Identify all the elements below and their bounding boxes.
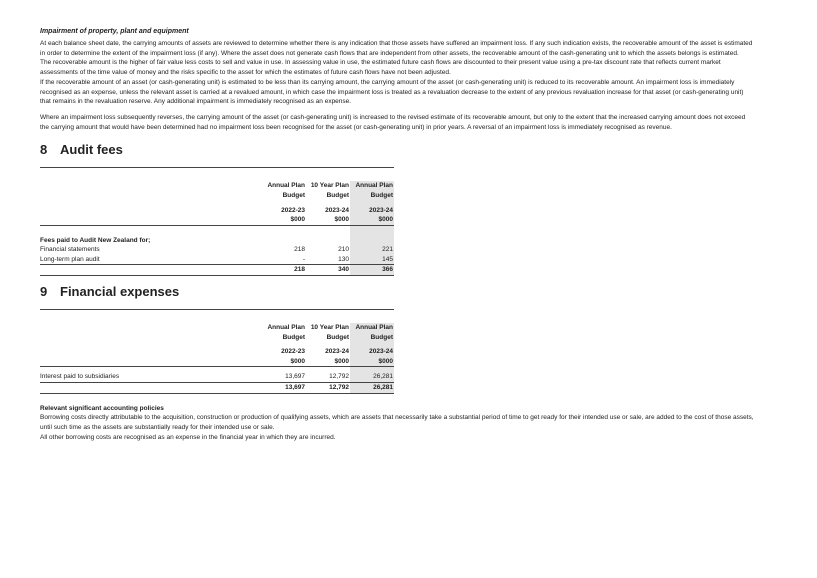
total-value: 366 [350, 265, 394, 275]
col-year: 2022-23 [281, 206, 305, 214]
group-label-text: Fees paid to Audit New Zealand for; [40, 236, 151, 244]
col-header: Budget [350, 191, 394, 201]
table-row [40, 255, 394, 266]
col-unit: $000 [290, 357, 305, 365]
col-unit: $000 [350, 215, 394, 225]
table-header-row-3 [40, 206, 394, 216]
impairment-section [40, 27, 756, 132]
audit-fees-table [40, 167, 394, 276]
cell-value: 12,792 [329, 373, 349, 381]
table-header-row-1 [40, 181, 394, 191]
financial-expenses-table [40, 309, 394, 394]
total-value: 13,697 [285, 384, 305, 392]
impairment-paragraph-4: Where an impairment loss subsequently reverses, the carrying amount of the asset (or cash-generating unit) is increased to the revised estimate of its recoverable amount, but only to the extent that the increased carrying amount does not exceed the carrying amount that would have been determined had no impairment loss been recognised for the asset (or cash-generating unit) in prior years. A reversal of an impairment loss is immediately recognised as revenue. [40, 113, 746, 131]
policies-paragraph-2: All other borrowing costs are recognised as an expense in the financial year in which they are incurred. [40, 433, 336, 441]
section-title-text: Audit fees [60, 142, 123, 158]
col-header: Annual Plan [267, 324, 305, 332]
col-unit: $000 [290, 216, 305, 224]
row-label: Financial statements [40, 246, 100, 254]
table-total-row [40, 265, 394, 276]
col-header: Annual Plan [350, 181, 394, 191]
col-year: 2023-24 [325, 348, 349, 356]
total-value: 340 [338, 266, 349, 274]
table-header-row-2 [40, 191, 394, 201]
cell-value: 145 [350, 255, 394, 265]
section-title-text: Financial expenses [60, 284, 180, 300]
cell-value: 26,281 [350, 372, 394, 382]
table-row [40, 372, 394, 383]
table-row [40, 245, 394, 255]
col-header: 10 Year Plan [310, 324, 349, 332]
table-header-row-3 [40, 347, 394, 357]
total-value: 26,281 [350, 383, 394, 393]
row-label: Interest paid to subsidiaries [40, 373, 120, 381]
table-total-row [40, 383, 394, 394]
col-unit: $000 [334, 216, 349, 224]
cell-value: 130 [338, 255, 349, 263]
col-header: Annual Plan [350, 323, 394, 333]
impairment-paragraph-1: At each balance sheet date, the carrying amounts of assets are reviewed to determine whether there is any indication that those assets have suffered an impairment loss. If any such indication exists, the recoverable amount of the asset is estimated in order to determine the extent of the impairment loss (if any). Where the asset does not generate cash flows that are independent from other assets, the recoverable amount of the cash-generating unit to which the assets belongs is estimated. [40, 40, 753, 57]
table-header-row-2 [40, 333, 394, 343]
impairment-paragraph-2: The recoverable amount is the higher of fair value less costs to sell and value in use. In assessing value in use, the estimated future cash flows are discounted to their present value using a pre-tax discount rate that reflects current market assessments of the time value of money and the risks specific to the asset for which the estimates of future cash flows have not been adjusted. [40, 59, 721, 77]
section-number: 8 [40, 142, 48, 158]
table-group-label [40, 236, 394, 246]
cell-value: - [302, 255, 305, 263]
cell-value: 218 [294, 246, 305, 254]
policies-heading: Relevant significant accounting policies [40, 404, 164, 412]
col-year: 2022-23 [281, 348, 305, 356]
total-value: 218 [294, 266, 305, 274]
impairment-heading: Impairment of property, plant and equipment [40, 28, 189, 35]
policies-paragraph-1: Borrowing costs directly attributable to the acquisition, construction or production of qualifying assets, which are assets that necessarily take a substantial period of time to get ready for their intended use or sale, are added to the cost of those assets, until such time as the assets are substantially ready for their intended use or sale. [40, 414, 754, 431]
col-header: Budget [326, 191, 349, 199]
table-header-row-4 [40, 357, 394, 368]
col-unit: $000 [350, 357, 394, 367]
cell-value: 210 [338, 246, 349, 254]
col-header: 10 Year Plan [310, 182, 349, 190]
col-year: 2023-24 [350, 347, 394, 357]
col-header: Budget [326, 333, 349, 341]
table-header-row-1 [40, 323, 394, 333]
row-label: Long-term plan audit [40, 255, 100, 263]
table-header-row-4 [40, 215, 394, 226]
financial-expenses-title [40, 284, 756, 300]
audit-fees-section [40, 142, 756, 276]
accounting-policies-section [40, 404, 756, 443]
col-header: Budget [282, 333, 305, 341]
financial-expenses-section [40, 284, 756, 394]
impairment-paragraph-3: If the recoverable amount of an asset (or cash-generating unit) is estimated to be less than its carrying amount, the carrying amount of the asset (or cash-generating unit) is reduced to its recoverable amount. An impairment loss is immediately recognised as an expense, unless the relevant asset is carried at a revalued amount, in which case the impairment loss is treated as a revaluation decrease to the extent of any previous revaluation increase for that asset (or cash-generating unit) that remains in the revaluation reserve. Any additional impairment is immediately recognised as an expense. [40, 78, 744, 106]
total-value: 12,792 [329, 384, 349, 392]
audit-fees-title [40, 142, 756, 158]
section-number: 9 [40, 284, 48, 300]
cell-value: 221 [350, 245, 394, 255]
document-page [40, 27, 756, 442]
col-header: Budget [282, 191, 305, 199]
col-year: 2023-24 [350, 206, 394, 216]
cell-value: 13,697 [285, 373, 305, 381]
col-year: 2023-24 [325, 206, 349, 214]
col-unit: $000 [334, 357, 349, 365]
col-header: Budget [350, 333, 394, 343]
col-header: Annual Plan [267, 182, 305, 190]
